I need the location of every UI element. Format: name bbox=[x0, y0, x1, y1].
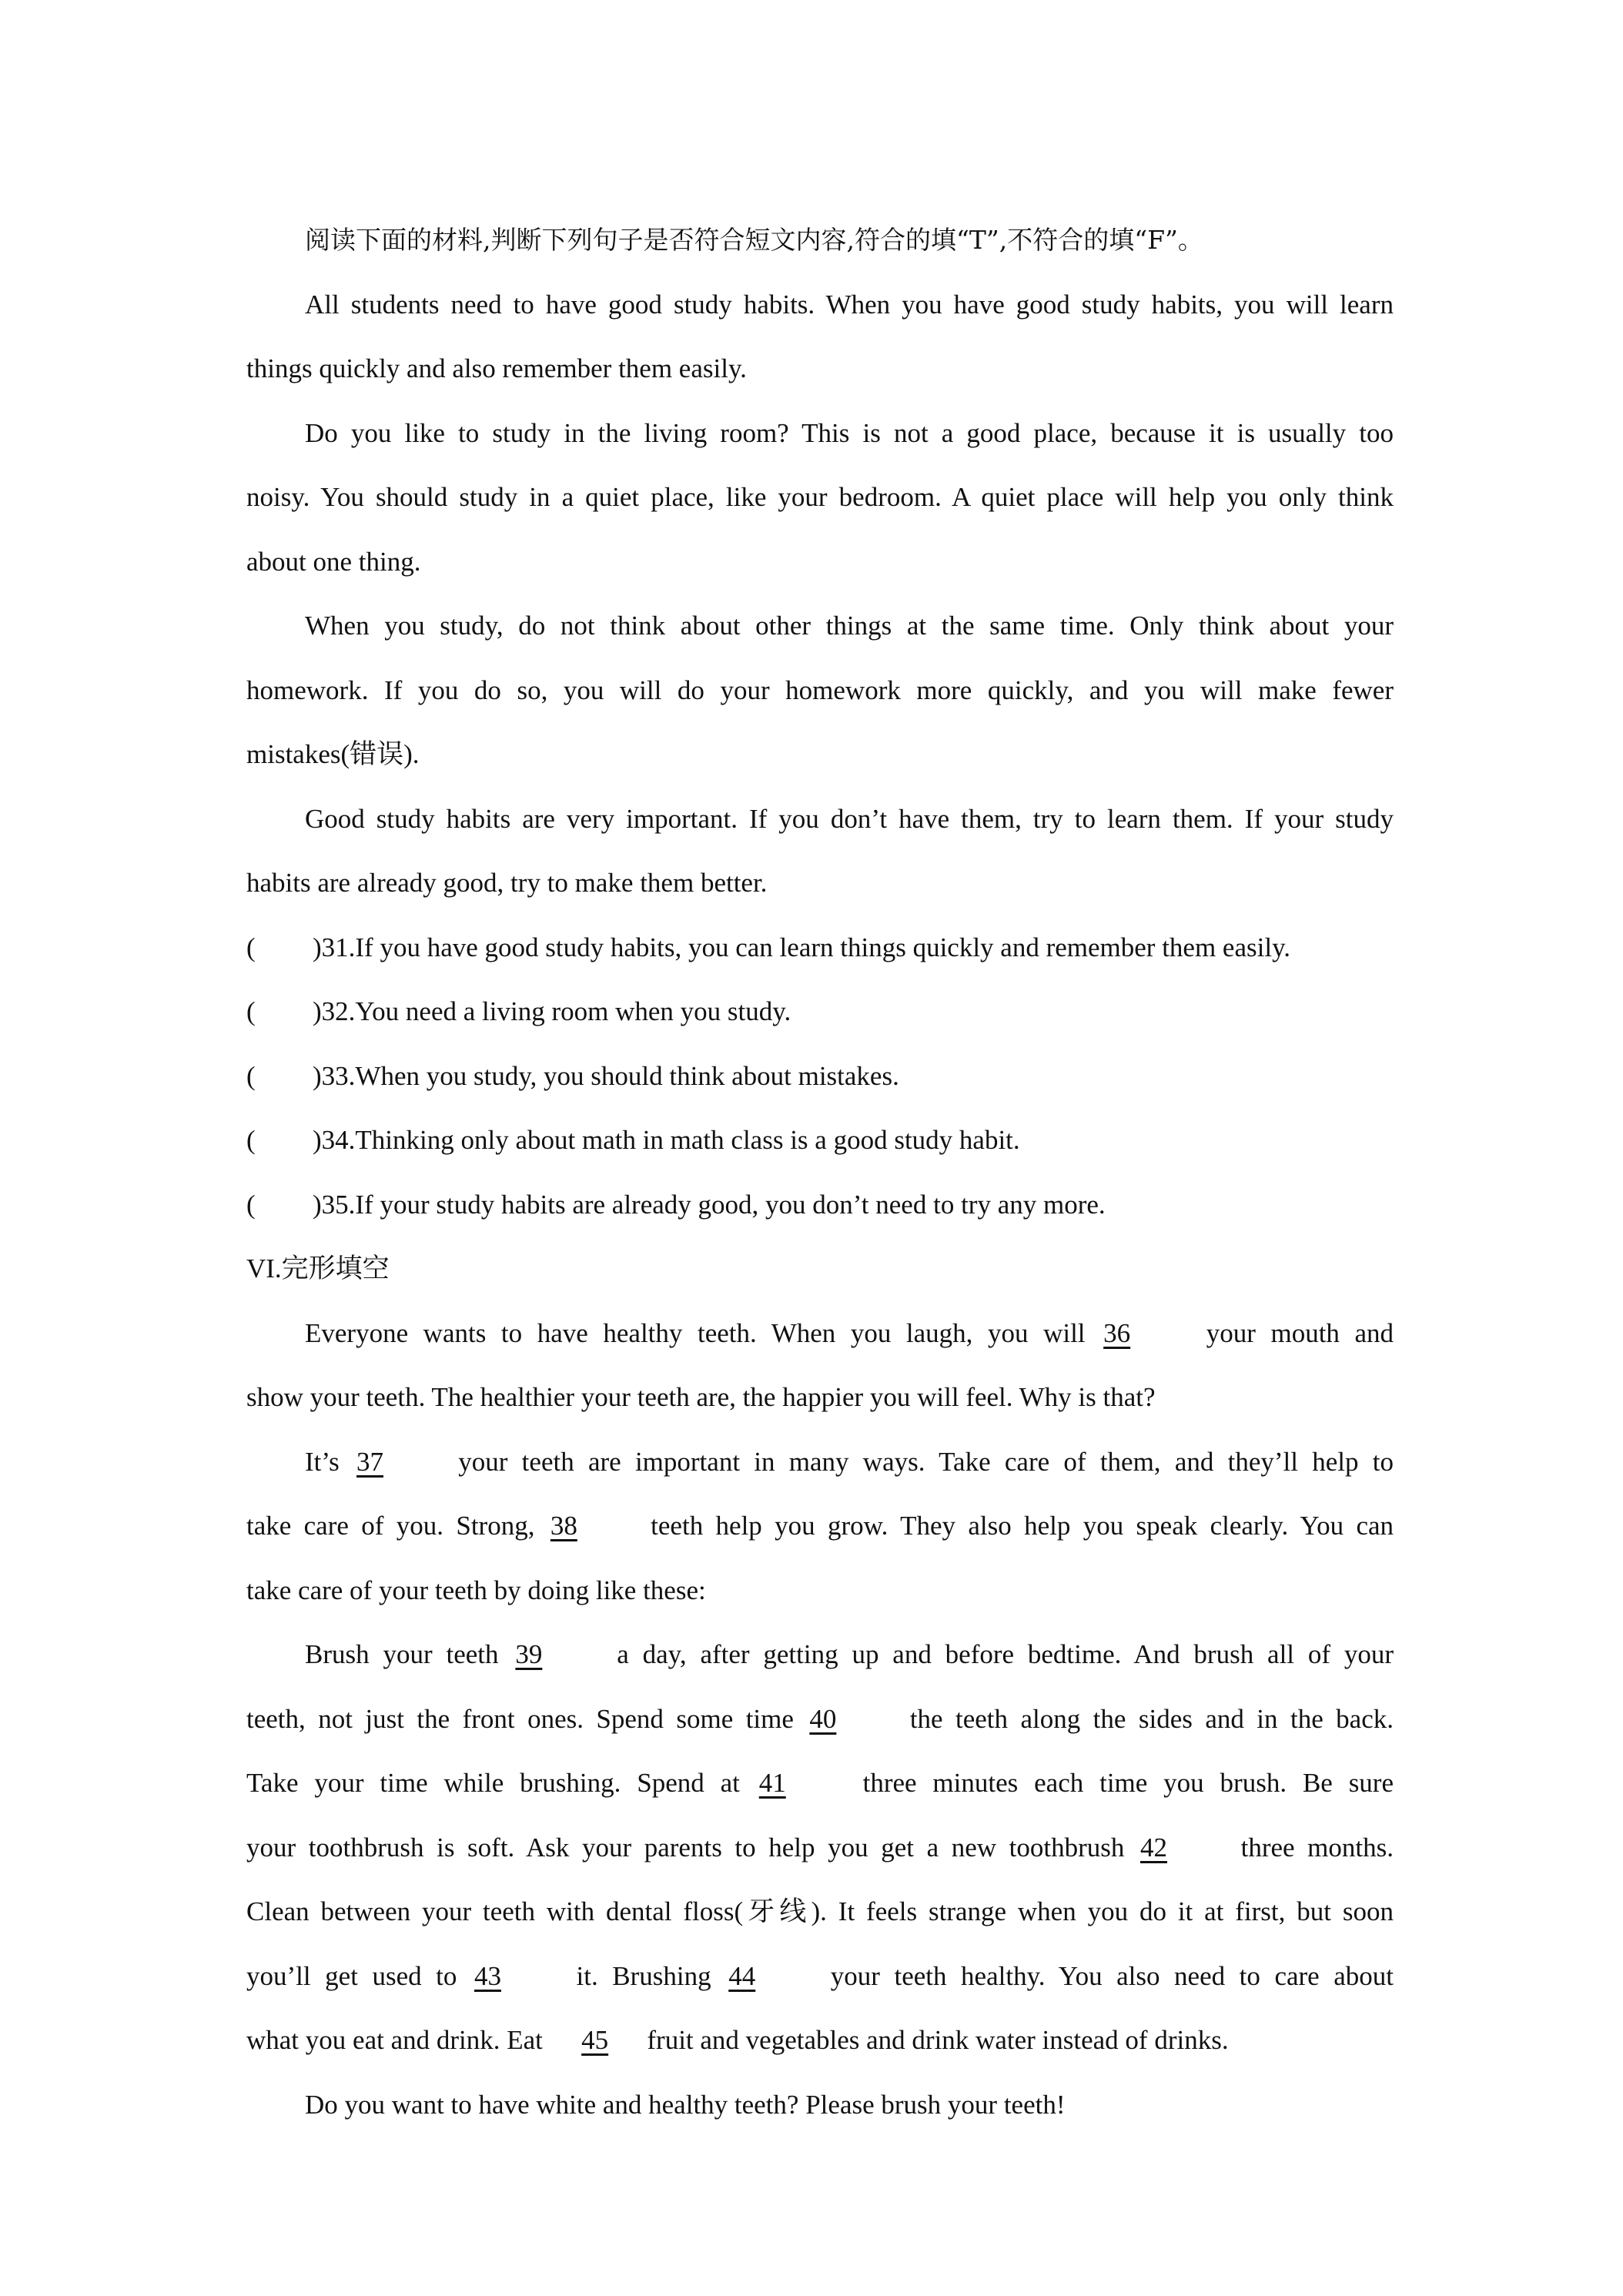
question-text: 31.If you have good study habits, you can learn things quickly and remember them easily. bbox=[321, 932, 1291, 962]
question-text: 35.If your study habits are already good, you don’t need to try any more. bbox=[321, 1189, 1106, 1220]
cloze-line-10: Clean between your teeth with dental floss(牙线). It feels strange when you do it at first, but soon bbox=[246, 1896, 1394, 1926]
question-text: 33.When you study, you should think about mistakes. bbox=[321, 1060, 899, 1091]
blank-42[interactable]: 42 bbox=[1140, 1832, 1167, 1863]
cloze-line-6: Brush your teeth 39 a day, after getting up and before bedtime. And brush all of your bbox=[246, 1622, 1394, 1687]
instruction: 阅读下面的材料,判断下列句子是否符合短文内容,符合的填“T”,不符合的填“F”。 bbox=[305, 225, 1203, 255]
cloze-line-7: teeth, not just the front ones. Spend some time 40 the teeth along the sides and in the back. bbox=[246, 1687, 1394, 1752]
question-32: ( )32.You need a living room when you study. bbox=[246, 979, 1394, 1044]
passage1-p4-line1: Good study habits are very important. If you don’t have them, try to learn them. If your study bbox=[305, 803, 1394, 834]
blank-38[interactable]: 38 bbox=[550, 1511, 577, 1541]
answer-paren[interactable]: ( bbox=[246, 996, 256, 1026]
cloze-line-5: take care of your teeth by doing like these: bbox=[246, 1575, 706, 1605]
cloze-line-13: Do you want to have white and healthy teeth? Please brush your teeth! bbox=[305, 2089, 1066, 2120]
cloze-line-11: you’ll get used to 43 it. Brushing 44 your teeth healthy. You also need to care about bbox=[246, 1944, 1394, 2009]
passage1-p3-line3: mistakes(错误). bbox=[246, 739, 420, 769]
cloze-line-1: Everyone wants to have healthy teeth. When you laugh, you will 36 your mouth and bbox=[246, 1301, 1394, 1366]
passage1-p1-line2: things quickly and also remember them easily. bbox=[246, 353, 747, 383]
question-34: ( )34.Thinking only about math in math class is a good study habit. bbox=[246, 1108, 1394, 1173]
blank-36[interactable]: 36 bbox=[1103, 1317, 1131, 1348]
blank-45[interactable]: 45 bbox=[581, 2025, 609, 2055]
passage1-p1-line1: All students need to have good study habits. When you have good study habits, you will learn bbox=[305, 289, 1394, 320]
question-35: ( )35.If your study habits are already good, you don’t need to try any more. bbox=[246, 1173, 1394, 1237]
cloze-line-2: show your teeth. The healthier your teeth are, the happier you will feel. Why is that? bbox=[246, 1382, 1156, 1412]
answer-paren[interactable]: ( bbox=[246, 1189, 256, 1220]
question-31: ( )31.If you have good study habits, you can learn things quickly and remember them easily. bbox=[246, 915, 1394, 980]
blank-40[interactable]: 40 bbox=[809, 1703, 837, 1734]
cloze-line-4: take care of you. Strong, 38 teeth help you grow. They also help you speak clearly. You can bbox=[246, 1494, 1394, 1558]
blank-43[interactable]: 43 bbox=[474, 1960, 501, 1991]
question-33: ( )33.When you study, you should think about mistakes. bbox=[246, 1044, 1394, 1109]
question-text: 32.You need a living room when you study. bbox=[321, 996, 791, 1026]
answer-paren[interactable]: ( bbox=[246, 1125, 256, 1155]
passage1-p2-line2: noisy. You should study in a quiet place, like your bedroom. A quiet place will help you only think bbox=[246, 482, 1394, 512]
cloze-line-12: what you eat and drink. Eat 45 fruit and vegetables and drink water instead of drinks. bbox=[246, 2008, 1394, 2073]
blank-37[interactable]: 37 bbox=[356, 1446, 383, 1477]
passage1-p4-line2: habits are already good, try to make them better. bbox=[246, 868, 768, 898]
blank-41[interactable]: 41 bbox=[758, 1768, 786, 1798]
blank-39[interactable]: 39 bbox=[515, 1639, 543, 1669]
answer-paren[interactable]: ( bbox=[246, 932, 256, 962]
passage1-p2-line3: about one thing. bbox=[246, 546, 421, 577]
passage1-p3-line2: homework. If you do so, you will do your homework more quickly, and you will make fewer bbox=[246, 674, 1394, 705]
question-text: 34.Thinking only about math in math class is a good study habit. bbox=[321, 1125, 1020, 1155]
passage1-p3-line1: When you study, do not think about other things at the same time. Only think about your bbox=[305, 611, 1394, 641]
answer-paren[interactable]: ( bbox=[246, 1060, 256, 1091]
passage1-p2-line1: Do you like to study in the living room? This is not a good place, because it is usually too bbox=[305, 417, 1394, 448]
document-page bbox=[246, 208, 1394, 2137]
cloze-line-9: your toothbrush is soft. Ask your parents to help you get a new toothbrush 42 three months. bbox=[246, 1816, 1394, 1880]
cloze-line-3: It’s 37 your teeth are important in many ways. Take care of them, and they’ll help to bbox=[246, 1430, 1394, 1494]
cloze-line-8: Take your time while brushing. Spend at 41 three minutes each time you brush. Be sure bbox=[246, 1751, 1394, 1816]
blank-44[interactable]: 44 bbox=[728, 1960, 756, 1991]
section-title: VI.完形填空 bbox=[246, 1253, 390, 1284]
